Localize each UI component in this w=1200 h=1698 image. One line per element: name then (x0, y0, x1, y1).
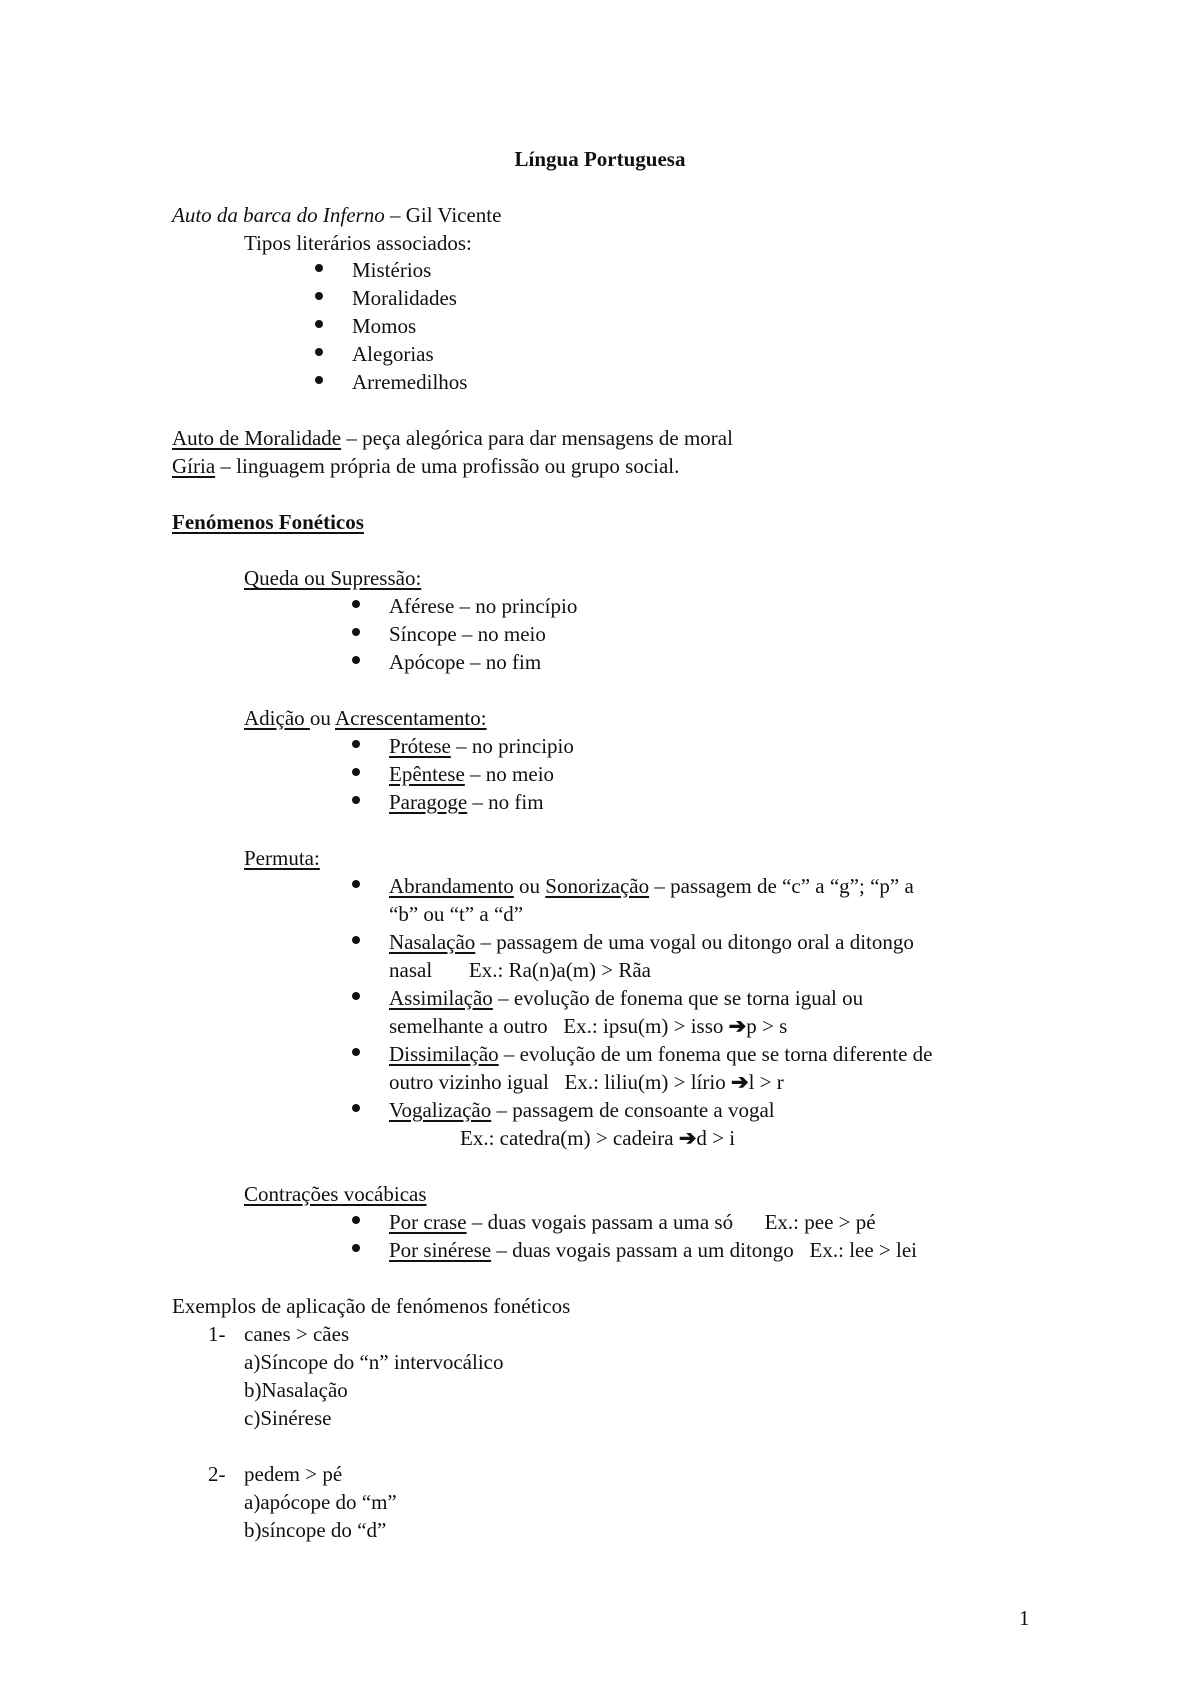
definition (172, 452, 679, 480)
bullet-icon (352, 1048, 360, 1056)
arrow-icon: ➔ (678, 1126, 697, 1150)
bullet-icon (315, 264, 323, 272)
list-item-continuation (389, 1012, 787, 1040)
list-item (389, 1096, 775, 1124)
section-title: Fenómenos Fonéticos (172, 510, 364, 534)
bullet-icon (352, 628, 360, 636)
example-item: a)apócope do “m” (244, 1490, 397, 1514)
list-item: Alegorias (352, 342, 434, 366)
item-text: – no meio (464, 762, 555, 786)
arrow-icon: ➔ (730, 1070, 749, 1094)
heading-part: Adição (244, 706, 310, 730)
list-item (389, 984, 863, 1012)
item-term: Nasalação (389, 930, 476, 954)
heading-part: Acrescentamento: (335, 706, 487, 730)
item-term: Abrandamento (389, 874, 514, 898)
item-text: – no principio (450, 734, 574, 758)
example-number: 1- (208, 1322, 226, 1346)
list-item (389, 732, 574, 760)
list-item: Mistérios (352, 258, 432, 282)
item-text: – duas vogais passam a uma só Ex.: pee > pé (466, 1210, 876, 1234)
example-item: b)Nasalação (244, 1378, 348, 1402)
item-text: ou (513, 874, 546, 898)
subsection-heading (244, 564, 421, 592)
bullet-icon (315, 320, 323, 328)
bullet-icon (315, 376, 323, 384)
item-text: p > s (746, 1014, 788, 1038)
list-item-continuation (389, 1068, 784, 1096)
heading-part: ou (304, 566, 326, 590)
list-item (389, 1236, 917, 1264)
item-text: – duas vogais passam a um ditongo Ex.: lee > lei (491, 1238, 917, 1262)
item-term: Por sinérese (389, 1238, 492, 1262)
list-item: Momos (352, 314, 417, 338)
subsection-heading: Permuta: (244, 846, 320, 870)
example-word: pedem > pé (244, 1462, 343, 1486)
subsection-heading: Contrações vocábicas (244, 1182, 427, 1206)
bullet-icon (315, 348, 323, 356)
types-label: Tipos literários associados: (244, 231, 472, 255)
list-item: Aférese – no princípio (389, 594, 578, 618)
bullet-icon (352, 796, 360, 804)
definition (172, 424, 733, 452)
work-title: Auto da barca do Inferno (172, 203, 385, 227)
examples-heading: Exemplos de aplicação de fenómenos fonéticos (172, 1294, 571, 1318)
item-text: outro vizinho igual Ex.: liliu(m) > lírio (389, 1070, 731, 1094)
item-text: – passagem de uma vogal ou ditongo oral a ditongo (475, 930, 914, 954)
arrow-icon: ➔ (728, 1014, 747, 1038)
item-text: l > r (748, 1070, 784, 1094)
item-text: semelhante a outro Ex.: ipsu(m) > isso (389, 1014, 729, 1038)
subsection-heading (244, 704, 487, 732)
work-author: – Gil Vicente (384, 203, 502, 227)
list-item: Síncope – no meio (389, 622, 546, 646)
item-term: Por crase (389, 1210, 467, 1234)
list-item: Apócope – no fim (389, 650, 542, 674)
page-number: 1 (1019, 1606, 1030, 1630)
bullet-icon (352, 992, 360, 1000)
example-item: a)Síncope do “n” intervocálico (244, 1350, 504, 1374)
work-heading (172, 201, 501, 229)
definition-text: – linguagem própria de uma profissão ou grupo social. (215, 454, 680, 478)
bullet-icon (352, 1216, 360, 1224)
heading-part: ou (309, 706, 335, 730)
list-item (389, 872, 914, 900)
item-term: Prótese (389, 734, 451, 758)
example-number: 2- (208, 1462, 226, 1486)
bullet-icon (315, 292, 323, 300)
page-title: Língua Portuguesa (514, 147, 686, 171)
item-term: Assimilação (389, 986, 493, 1010)
bullet-icon (352, 768, 360, 776)
item-text: d > i (696, 1126, 736, 1150)
definition-text: – peça alegórica para dar mensagens de moral (341, 426, 733, 450)
list-item-continuation: nasal Ex.: Ra(n)a(m) > Rãa (389, 958, 652, 982)
bullet-icon (352, 936, 360, 944)
list-item (389, 928, 914, 956)
bullet-icon (352, 600, 360, 608)
example-word: canes > cães (244, 1322, 350, 1346)
list-item (389, 760, 554, 788)
heading-part: Queda (244, 566, 305, 590)
list-item (389, 788, 544, 816)
item-text: – evolução de fonema que se torna igual ou (492, 986, 864, 1010)
item-text: – passagem de consoante a vogal (491, 1098, 775, 1122)
bullet-icon (352, 1244, 360, 1252)
definition-term: Gíria (172, 454, 216, 478)
list-item (389, 1040, 932, 1068)
bullet-icon (352, 656, 360, 664)
example-item: c)Sinérese (244, 1406, 332, 1430)
item-term: Vogalização (389, 1098, 492, 1122)
list-item: Moralidades (352, 286, 457, 310)
item-term: Paragoge (389, 790, 468, 814)
item-text: – no fim (467, 790, 544, 814)
item-term: Epêntese (389, 762, 465, 786)
example-item: b)síncope do “d” (244, 1518, 387, 1542)
list-item-continuation (460, 1124, 735, 1152)
bullet-icon (352, 880, 360, 888)
list-item-continuation: “b” ou “t” a “d” (389, 902, 524, 926)
item-term: Dissimilação (389, 1042, 499, 1066)
item-term: Sonorização (545, 874, 650, 898)
definition-term: Auto de Moralidade (172, 426, 342, 450)
list-item (389, 1208, 876, 1236)
item-text: – passagem de “c” a “g”; “p” a (649, 874, 914, 898)
heading-part: Supressão: (325, 566, 422, 590)
list-item: Arremedilhos (352, 370, 468, 394)
item-text: Ex.: catedra(m) > cadeira (460, 1126, 679, 1150)
item-text: – evolução de um fonema que se torna diferente de (498, 1042, 933, 1066)
bullet-icon (352, 740, 360, 748)
bullet-icon (352, 1104, 360, 1112)
